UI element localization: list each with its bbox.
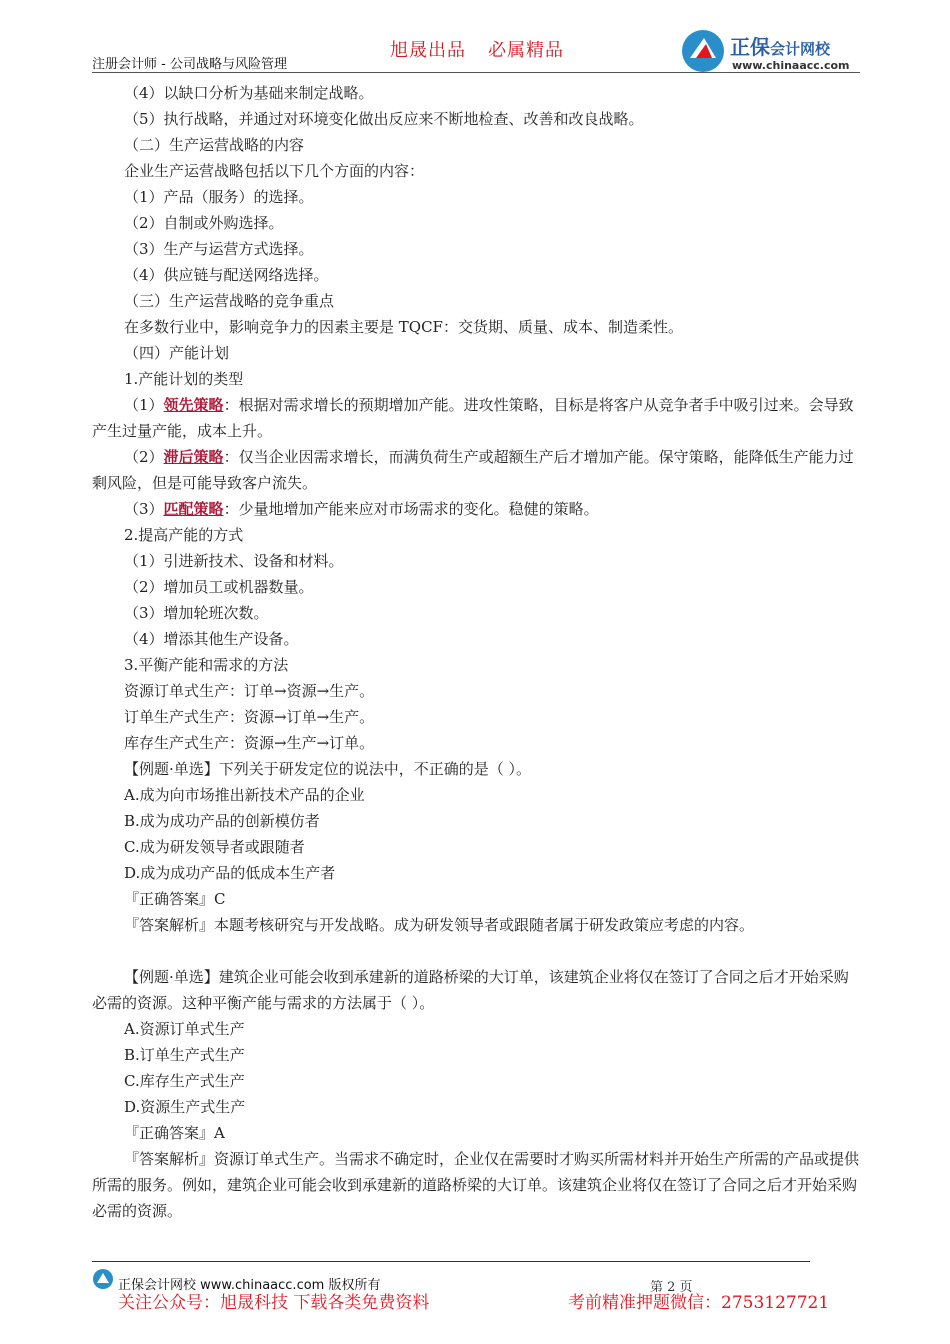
body-line: 3.平衡产能和需求的方法 <box>124 656 289 674</box>
question-2-option: D.资源生产式生产 <box>124 1098 246 1116</box>
footer-copyright: 正保会计网校 www.chinaacc.com 版权所有 <box>118 1278 381 1293</box>
body-line: （3）生产与运营方式选择。 <box>124 240 314 258</box>
footer-divider <box>92 1261 810 1262</box>
question-1-option: D.成为成功产品的低成本生产者 <box>124 864 336 882</box>
body-line: （2）自制或外购选择。 <box>124 214 284 232</box>
question-1-option: B.成为成功产品的创新模仿者 <box>124 812 320 830</box>
body-line: 订单生产式生产：资源→订单→生产。 <box>124 708 375 726</box>
logo-emblem-icon <box>680 28 726 74</box>
question-2-option: B.订单生产式生产 <box>124 1046 245 1064</box>
header-divider <box>92 72 860 73</box>
body-line: 2.提高产能的方式 <box>124 526 244 544</box>
question-1-stem: 【例题·单选】下列关于研发定位的说法中，不正确的是（ ）。 <box>124 760 532 778</box>
logo-name: 正保会计网校 <box>730 35 831 59</box>
body-line: （3）增加轮班次数。 <box>124 604 269 622</box>
body-line: （三）生产运营战略的竞争重点 <box>124 292 335 310</box>
question-1-option: C.成为研发领导者或跟随者 <box>124 838 305 856</box>
question-2-answer: 『正确答案』A <box>124 1124 225 1142</box>
keyword-lead-strategy: 领先策略 <box>163 396 224 414</box>
body-line: （四）产能计划 <box>124 344 230 362</box>
strategy-lead: （1）领先策略：根据对需求增长的预期增加产能。进攻性策略，目标是将客户从竞争者手中吸引过来。会导致产生过量产能，成本上升。 <box>92 396 854 440</box>
body-line: （2）增加员工或机器数量。 <box>124 578 314 596</box>
question-2-option: A.资源订单式生产 <box>124 1020 245 1038</box>
keyword-match-strategy: 匹配策略 <box>163 500 224 518</box>
chinaacc-logo <box>680 28 870 78</box>
body-line: （5）执行战略，并通过对环境变化做出反应来不断地检查、改善和改良战略。 <box>124 110 644 128</box>
body-line: （1）产品（服务）的选择。 <box>124 188 314 206</box>
promo-wechat-account: 关注公众号：旭晟科技 下载各类免费资料 <box>118 1293 430 1313</box>
body-line: 资源订单式生产：订单→资源→生产。 <box>124 682 375 700</box>
question-2-stem: 【例题·单选】建筑企业可能会收到承建新的道路桥梁的大订单，该建筑企业将仅在签订了合同之后才开始采购必需的资源。这种平衡产能与需求的方法属于（ ）。 <box>92 968 849 1012</box>
body-line: 1.产能计划的类型 <box>124 370 244 388</box>
keyword-lag-strategy: 滞后策略 <box>163 448 224 466</box>
footer-logo-icon <box>92 1268 114 1290</box>
body-line: （4）以缺口分析为基础来制定战略。 <box>124 84 374 102</box>
body-line: （4）供应链与配送网络选择。 <box>124 266 329 284</box>
header-subject: 注册会计师 - 公司战略与风险管理 <box>92 57 287 72</box>
promo-wechat-id: 考前精准押题微信：2753127721 <box>568 1293 830 1313</box>
question-1-analysis: 『答案解析』本题考核研究与开发战略。成为研发领导者或跟随者属于研发政策应考虑的内容。 <box>124 916 755 934</box>
strategy-lag: （2）滞后策略：仅当企业因需求增长，而满负荷生产或超额生产后才增加产能。保守策略，能降低生产能力过剩风险，但是可能导致客户流失。 <box>92 448 854 492</box>
slogan-2: 必属精品 <box>488 40 564 61</box>
question-1-option: A.成为向市场推出新技术产品的企业 <box>124 786 365 804</box>
body-line: （1）引进新技术、设备和材料。 <box>124 552 344 570</box>
question-1-answer: 『正确答案』C <box>124 890 226 908</box>
body-line: 库存生产式生产：资源→生产→订单。 <box>124 734 375 752</box>
question-2-option: C.库存生产式生产 <box>124 1072 245 1090</box>
header-slogan <box>390 36 564 62</box>
body-line: 在多数行业中，影响竞争力的因素主要是 TQCF：交货期、质量、成本、制造柔性。 <box>124 318 683 336</box>
slogan-1: 旭晟出品 <box>390 40 466 61</box>
body-line: （4）增添其他生产设备。 <box>124 630 299 648</box>
document-body <box>92 80 862 1224</box>
spacer <box>92 938 862 964</box>
body-line: 企业生产运营战略包括以下几个方面的内容： <box>124 162 425 180</box>
body-line: （二）生产运营战略的内容 <box>124 136 305 154</box>
logo-url: www.chinaacc.com <box>732 59 850 72</box>
question-2-analysis: 『答案解析』资源订单式生产。当需求不确定时，企业仅在需要时才购买所需材料并开始生产所需的产品或提供所需的服务。例如，建筑企业可能会收到承建新的道路桥梁的大订单。该建筑企业将仅在签订了合同之后才开始采购必需的资源。 <box>92 1150 860 1220</box>
strategy-match: （3）匹配策略：少量地增加产能来应对市场需求的变化。稳健的策略。 <box>124 500 599 518</box>
page-number: 第 2 页 <box>650 1280 693 1295</box>
